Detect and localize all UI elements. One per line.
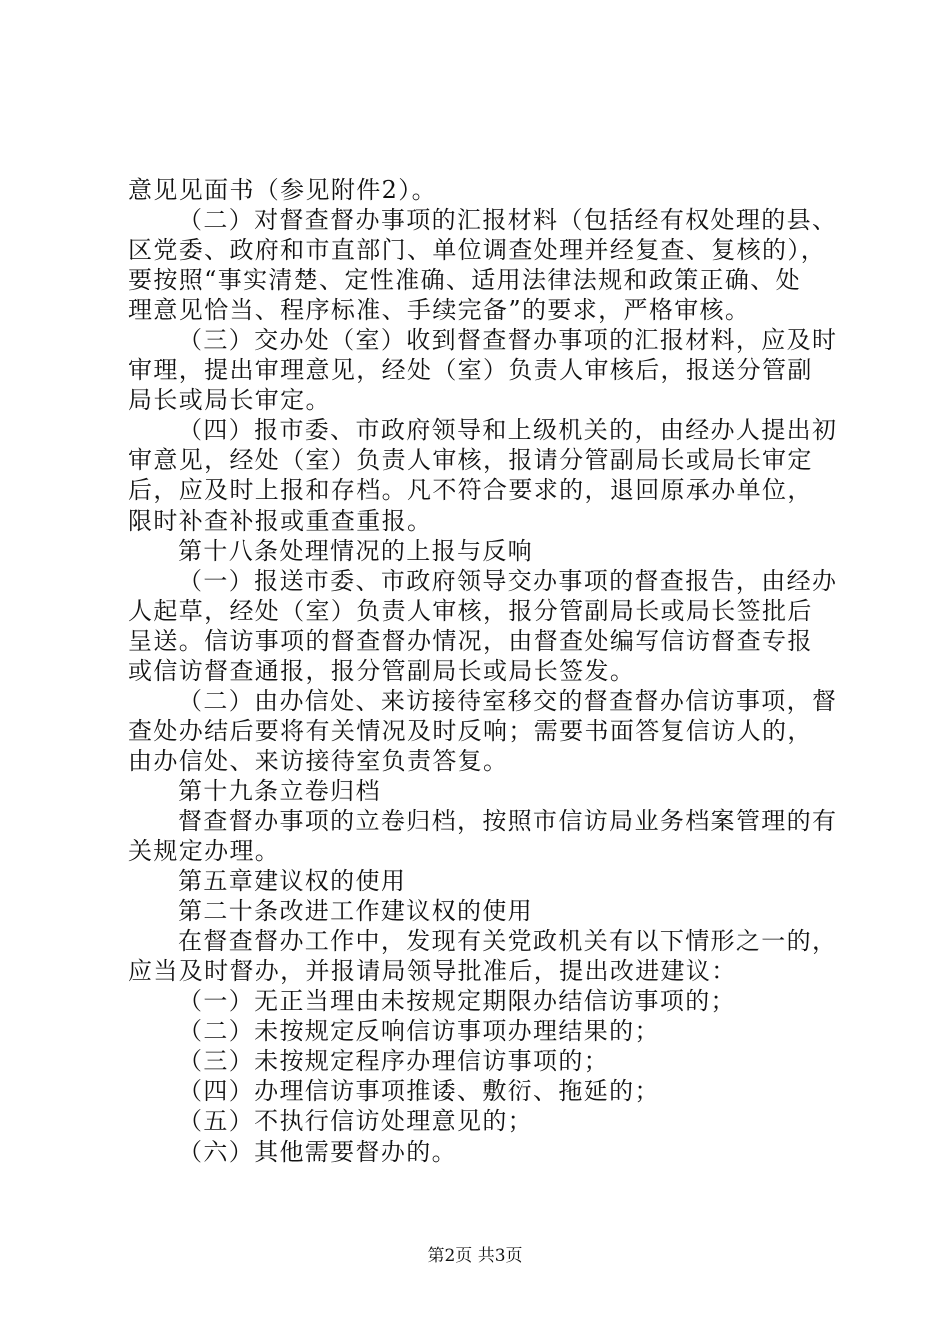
- text-line: （三）交办处（室）收到督查督办事项的汇报材料，应及时: [178, 326, 838, 355]
- text-line: 限时补查补报或重查重报。: [128, 506, 433, 535]
- text-line: 审理，提出审理意见，经处（室）负责人审核后，报送分管副: [128, 356, 813, 385]
- text-line: 局长或局长审定。: [128, 386, 331, 415]
- text-line: （二）由办信处、来访接待室移交的督查督办信访事项，督: [178, 686, 838, 715]
- text-line: （一）报送市委、市政府领导交办事项的督查报告，由经办: [178, 566, 838, 595]
- text-line: （一）无正当理由未按规定期限办结信访事项的；: [178, 987, 736, 1016]
- text-line: 由办信处、来访接待室负责答复。: [128, 746, 509, 775]
- text-line: 或信访督查通报，报分管副局长或局长签发。: [128, 656, 636, 685]
- text-line: 要按照“事实清楚、定性准确、适用法律法规和政策正确、处: [128, 266, 801, 295]
- text-line: 意见见面书（参见附件2）。: [128, 176, 437, 204]
- text-line: （四）办理信访事项推诿、敷衍、拖延的；: [178, 1077, 660, 1106]
- text-line: 理意见恰当、程序标准、手续完备”的要求，严格审核。: [128, 296, 751, 325]
- text-line: 后，应及时上报和存档。凡不符合要求的，退回原承办单位，: [128, 476, 813, 505]
- text-line: （六）其他需要督办的。: [178, 1137, 457, 1166]
- text-line: 在督查督办工作中，发现有关党政机关有以下情形之一的，: [178, 927, 838, 956]
- text-line: 第二十条改进工作建议权的使用: [178, 897, 534, 926]
- text-line: 第十九条立卷归档: [178, 776, 381, 805]
- document-body: [128, 175, 848, 1167]
- text-line: （二）未按规定反响信访事项办理结果的；: [178, 1017, 660, 1046]
- text-line: （二）对督查督办事项的汇报材料（包括经有权处理的县、: [178, 206, 838, 235]
- text-line: （四）报市委、市政府领导和上级机关的，由经办人提出初: [178, 416, 838, 445]
- text-line: 区党委、政府和市直部门、单位调查处理并经复查、复核的），: [128, 236, 827, 265]
- text-line: 审意见，经处（室）负责人审核，报请分管副局长或局长审定: [128, 446, 813, 475]
- text-line: 应当及时督办，并报请局领导批准后，提出改进建议：: [128, 957, 737, 986]
- text-line: 第十八条处理情况的上报与反响: [178, 536, 534, 565]
- text-line: 关规定办理。: [128, 837, 281, 866]
- text-line: 呈送。信访事项的督查督办情况，由督查处编写信访督查专报: [128, 626, 813, 655]
- text-line: （三）未按规定程序办理信访事项的；: [178, 1047, 610, 1076]
- text-line: 查处办结后要将有关情况及时反响；需要书面答复信访人的，: [128, 716, 813, 745]
- text-line: （五）不执行信访处理意见的；: [178, 1107, 534, 1136]
- text-line: 第五章建议权的使用: [178, 867, 407, 896]
- text-line: 人起草，经处（室）负责人审核，报分管副局长或局长签批后: [128, 596, 813, 625]
- page-number-footer: 第2页 共3页: [427, 1246, 523, 1266]
- text-line: 督查督办事项的立卷归档，按照市信访局业务档案管理的有: [178, 806, 838, 835]
